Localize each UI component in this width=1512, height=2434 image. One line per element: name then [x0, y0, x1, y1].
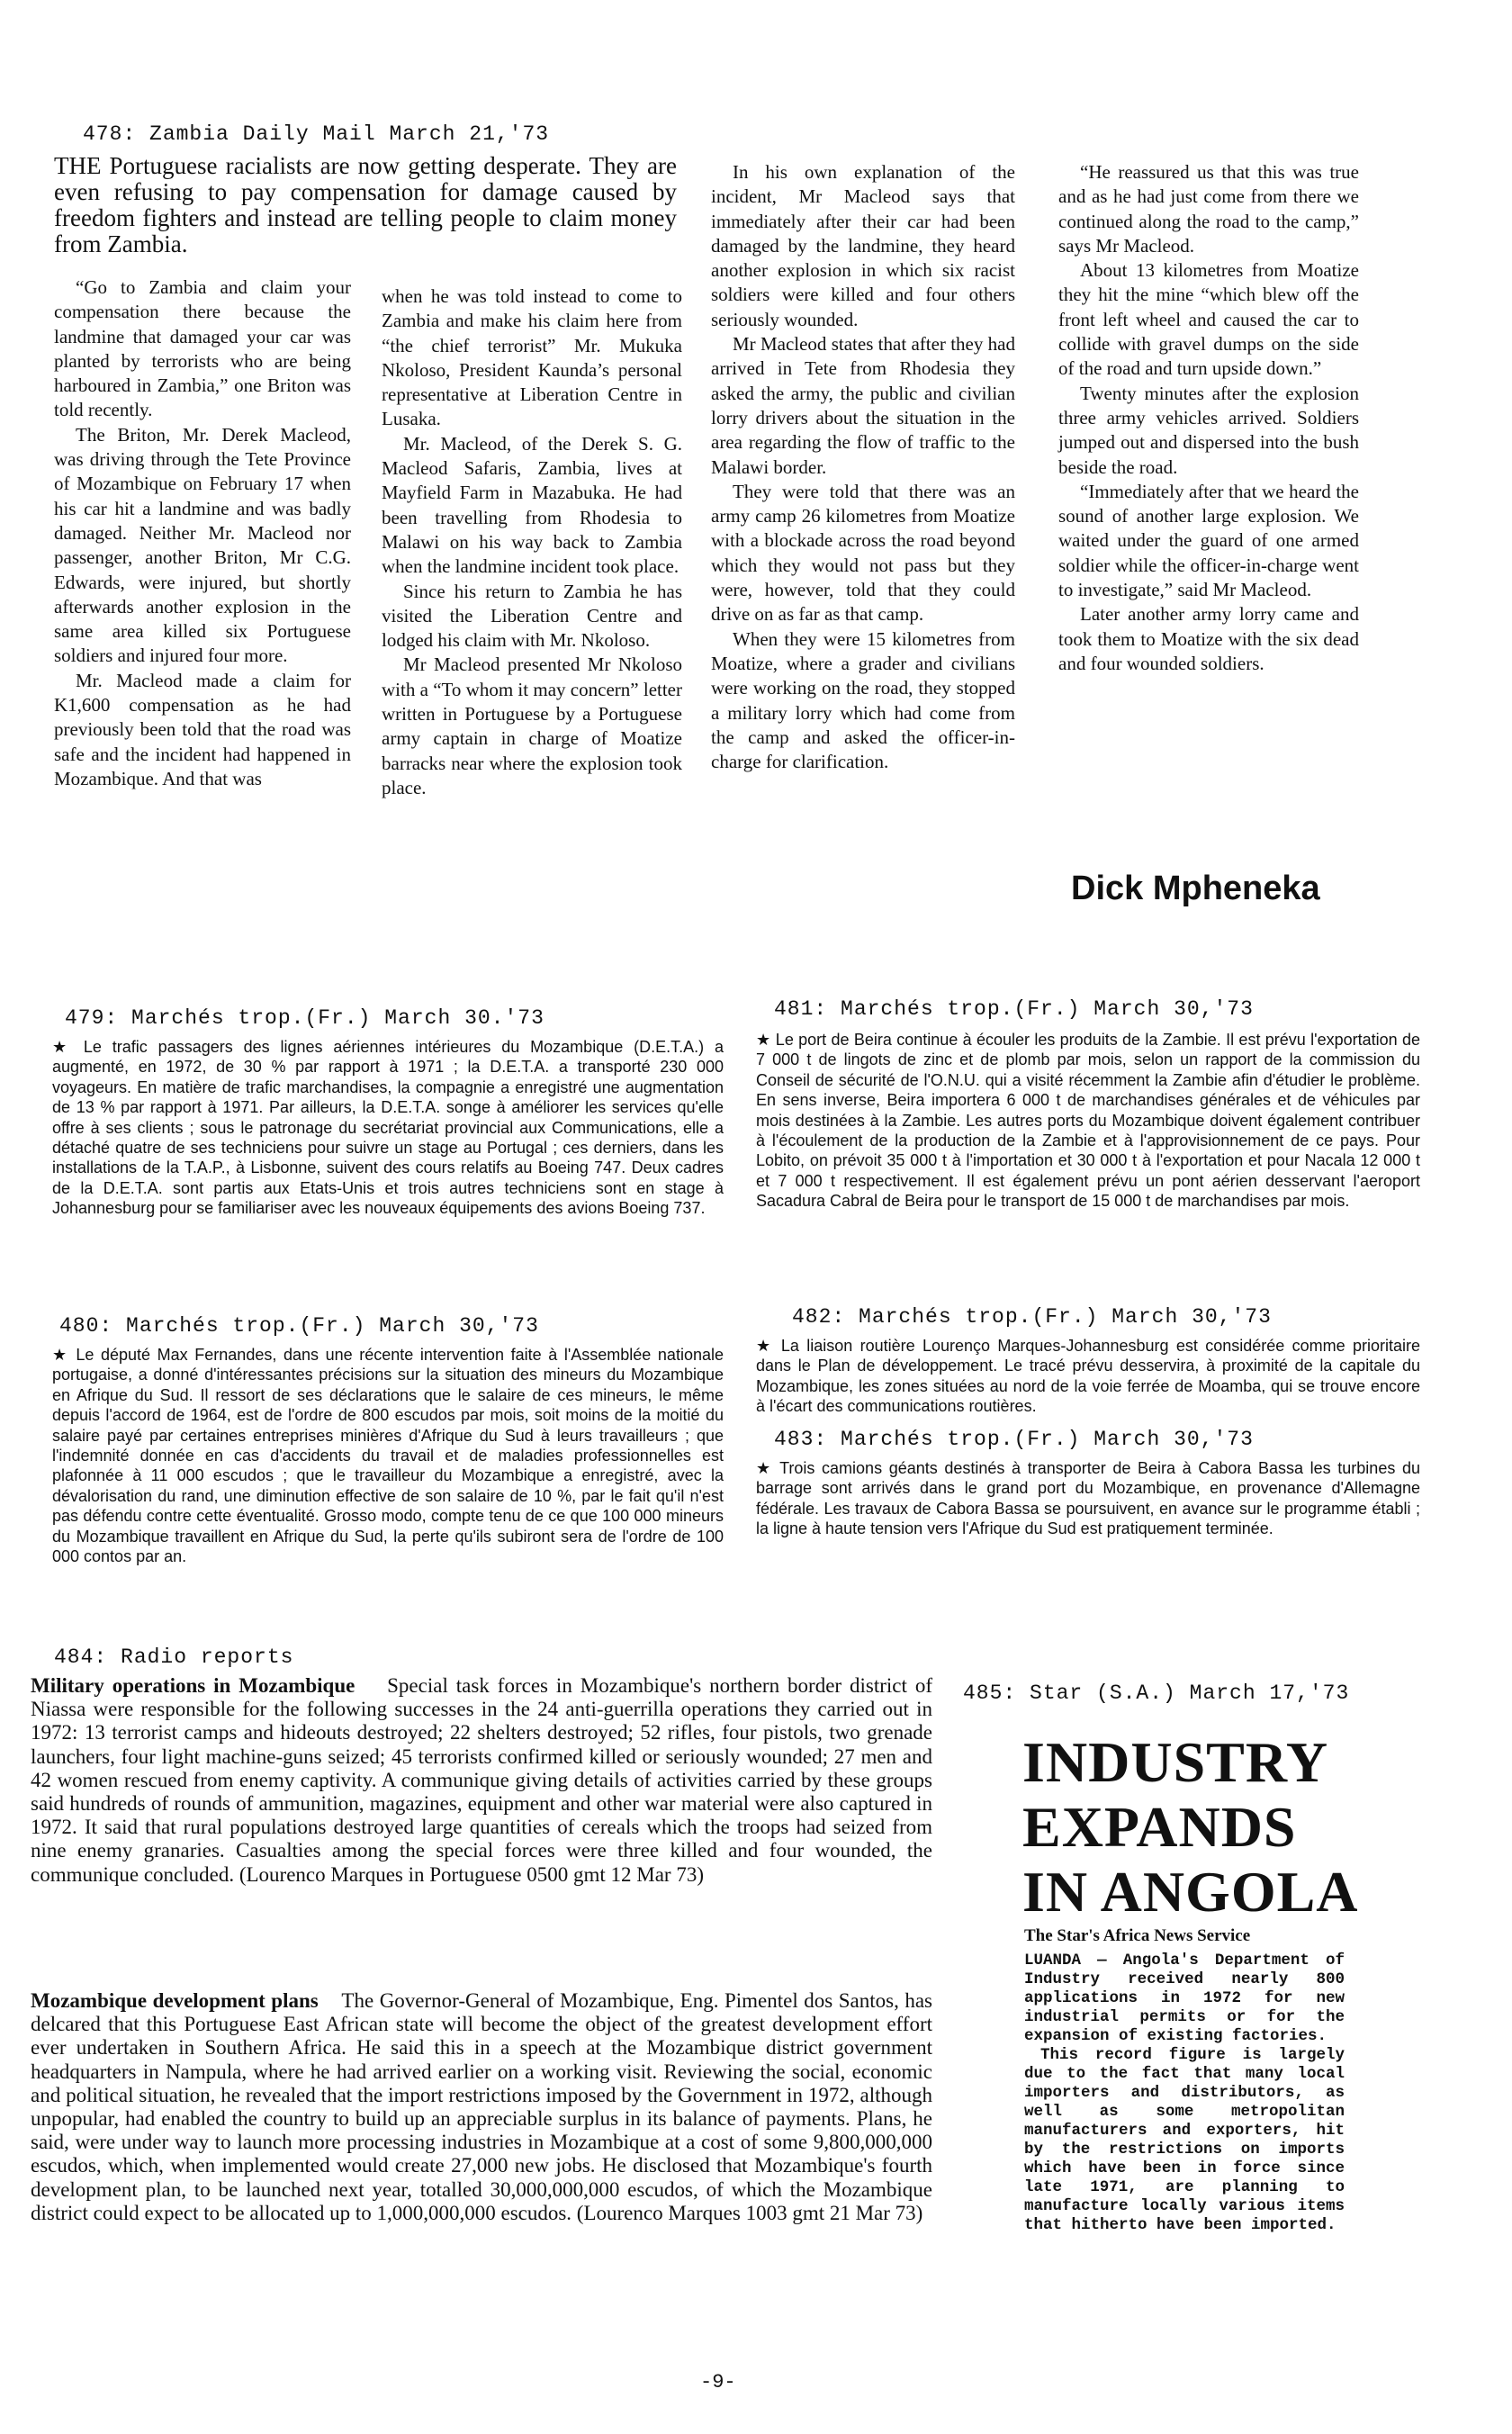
paragraph: Later another army lorry came and took them to Moatize with the six dead and four wounded soldiers. [1058, 603, 1359, 674]
paragraph: when he was told instead to come to Zambia and make his claim here from “the chief terrorist” Mr. Mukuka Nkoloso, President Kaunda’s personal representative at Liberation Centre in Lusaka. [382, 285, 682, 430]
item-484-header: 484: Radio reports [54, 1645, 294, 1669]
paragraph: Twenty minutes after the explosion three army vehicles arrived. Soldiers jumped out and dispersed into the bush beside the road. [1058, 382, 1359, 478]
item-481-header: 481: Marchés trop.(Fr.) March 30,'73 [774, 997, 1254, 1021]
item-484-paragraph-1-text: Special task forces in Mozambique's northern border district of Niassa were responsible for the following successes in the 24 anti-guerrilla operations they carried out in 1972: 13 terrorist camps and hideouts destroyed; 22 shelters destroyed; 52 rifles, four pistols, two grenade launchers, four light machine-guns seized; 45 terrorists confirmed killed or seriously wounded; 27 men and 42 women rescued from enemy captivity. A communique giving details of activities carried by these groups said hundreds of rounds of ammunition, magazines, equipment and other war material were also captured in 1972. It said that rural populations destroyed large quantities of cereals which the troops had seized from nine enemy granaries. Casualties among the special forces were three killed and four wounded, the communique concluded. (Lourenco Marques in Portuguese 0500 gmt 12 Mar 73) [31, 1674, 932, 1886]
paragraph: “Go to Zambia and claim your compensation there because the landmine that damaged your car was planted by terrorists who are being harboured in Zambia,” one Briton was told recently. [54, 276, 351, 421]
item-482-text: ★ La liaison routière Lourenço Marques-Johannesburg est considérée comme prioritaire dans le Plan de développement. Le tracé prévu desservira, à proximité de la capitale du Mozambique, les zones situées au nord de la voie ferrée de Moamba, qui se trouve encore à l'écart des communications routières. [756, 1337, 1420, 1416]
paragraph: LUANDA — Angola's Department of Industry received nearly 800 applications in 1972 for new industrial permits or for the expansion of existing factories. [1024, 1952, 1345, 2045]
headline-line: INDUSTRY [1022, 1730, 1329, 1794]
item-484-paragraph-1-title: Military operations in Mozambique [31, 1674, 356, 1697]
item-484-paragraph-2-title: Mozambique development plans [31, 1989, 319, 2012]
item-483-header: 483: Marchés trop.(Fr.) March 30,'73 [774, 1428, 1254, 1451]
item-481-text: ★ Le port de Beira continue à écouler les produits de la Zambie. Il est prévu l'exportation de 7 000 t de lingots de zinc et de plomb par mois, selon un rapport de la commission du Conseil de sécurité de l'O.N.U. qui a visité récemment la Zambie afin d'étudier le problème. En sens inverse, Beira importera 6 000 t de marchandises générales et de véhicules par mois destinées à la Zambie. Les autres ports du Mozambique doivent également contribuer à l'écoulement de la production de la Zambie et à l'approvisionnement de ce pays. Pour Lobito, on prévoit 35 000 t à l'importation et 30 000 t à l'exportation et pour Nacala 12 000 t et 7 000 t respectivement. Il est également prévu un pont aérien desservant l'aeroport Sacadura Cabral de Beira pour le transport de 15 000 t de marchandises par mois. [756, 1031, 1420, 1211]
paragraph: When they were 15 kilometres from Moatize, where a grader and civilians were working on the road, they stopped a military lorry which had come from the camp and asked the officer-in-charge for clarification. [711, 627, 1015, 773]
item-479-text: ★ Le trafic passagers des lignes aériennes intérieures du Mozambique (D.E.T.A.) a augmenté, en 1972, de 30 % par rapport à 1971 ; la D.E.T.A. a transporté 230 000 voyageurs. En matière de trafic marchandises, la compagnie a enregistré une augmentation de 13 % par rapport à 1971. Par ailleurs, la D.E.T.A. songe à améliorer les services qu'elle offre à ses clients ; sous le patronage du secrétariat provincial aux Communications, elle a détaché quatre de ses techniciens pour suivre un stage au Portugal ; ces derniers, dans les installations de la T.A.P., à Lisbonne, suivent des cours relatifs au Boeing 747. Deux cadres de la D.E.T.A. sont partis aux Etats-Unis et trois autres techniciens sont en stage à Johannesburg pour se familiariser avec les nouveaux équipements des avions Boeing 737. [52, 1038, 724, 1218]
item-483-text: ★ Trois camions géants destinés à transporter de Beira à Cabora Bassa les turbines du barrage sont arrivés dans le grand port du Mozambique, en provenance d'Allemagne fédérale. Les travaux de Cabora Bassa se poursuivent, en avance sur le programme établi ; la ligne à haute tension vers l'Afrique du Sud est pratiquement terminée. [756, 1459, 1420, 1538]
item-484-paragraph-2 [31, 1989, 932, 2225]
item-478-column-2 [382, 284, 682, 800]
paragraph: Mr. Macleod, of the Derek S. G. Macleod Safaris, Zambia, lives at Mayfield Farm in Mazabuka. He had been travelling from Rhodesia to Malawi on his way back to Zambia when the landmine incident took place. [382, 432, 682, 578]
byline: Dick Mpheneka [1071, 870, 1320, 907]
item-482-header: 482: Marchés trop.(Fr.) March 30,'73 [792, 1305, 1272, 1329]
headline-line: EXPANDS [1022, 1795, 1297, 1859]
item-480-header: 480: Marchés trop.(Fr.) March 30,'73 [59, 1314, 539, 1338]
paragraph: They were told that there was an army camp 26 kilometres from Moatize with a blockade across the road beyond which they would not pass but they were, however, told that they could drive on as far as that camp. [711, 480, 1015, 626]
item-479-header: 479: Marchés trop.(Fr.) March 30.'73 [65, 1006, 544, 1030]
paragraph: “Immediately after that we heard the sound of another large explosion. We waited under the guard of one armed soldier while the officer-in-charge went to investigate,” said Mr Macleod. [1058, 480, 1359, 601]
item-478-column-4 [1058, 160, 1359, 676]
paragraph: This record figure is largely due to the fact that many local importers and distributors, as well as some metropolitan manufacturers and exporters, hit by the restrictions on imports which have been in force since late 1971, are planning to manufacture locally various items that hitherto have been imported. [1024, 2046, 1345, 2234]
item-485-header: 485: Star (S.A.) March 17,'73 [963, 1681, 1350, 1705]
item-484-paragraph-1 [31, 1674, 932, 1887]
paragraph: About 13 kilometres from Moatize they hit the mine “which blew off the front left wheel and caused the car to collide with gravel dumps on the side of the road and turn upside down.” [1058, 259, 1359, 380]
item-478-lead: THE Portuguese racialists are now getting desperate. They are even refusing to pay compensation for damage caused by freedom fighters and instead are telling people to claim money from Zambia. [54, 152, 677, 257]
item-485-headline [1022, 1730, 1382, 1925]
item-485-body [1024, 1952, 1345, 2235]
item-478-column-1 [54, 275, 351, 791]
news-service: The Star's Africa News Service [1024, 1926, 1251, 1945]
item-484-paragraph-2-text: The Governor-General of Mozambique, Eng. Pimentel dos Santos, has delcared that this Portuguese East African state will become the object of the greatest development effort ever undertaken in Southern Africa. He said this in a speech at the Mozambique district government headquarters in Nampula, where he had arrived earlier on a working visit. Reviewing the social, economic and political situation, he revealed that the import restrictions imposed by the Government in 1972, although unpopular, had enabled the country to build up an appreciable surplus in its balance of payments. Plans, he said, were under way to launch more processing industries in Mozambique at a cost of some 9,800,000,000 escudos, which, when implemented would create 27,000 new jobs. He disclosed that Mozambique's fourth development plan, to be launched next year, totalled 30,000,000,000 escudos, of which the Mozambique district could expect to be allocated up to 1,000,000,000 escudos. (Lourenco Marques 1003 gmt 21 Mar 73) [31, 1989, 933, 2224]
item-480-text: ★ Le député Max Fernandes, dans une récente intervention faite à l'Assemblée nationale portugaise, a donné d'intéressantes précisions sur la situation des mineurs du Mozambique en Afrique du Sud. Il ressort de ses déclarations que le salaire de ces mineurs, le même depuis l'accord de 1964, est de l'ordre de 800 escudos par mois, soit moins de la moitié du salaire payé par certaines entreprises minières d'Afrique du Sud à leurs travailleurs ; que l'indemnité donnée en cas d'accidents du travail et de maladies professionnelles est plafonnée à 11 000 escudos ; que le travailleur du Mozambique a enregistré, avec la dévalorisation du rand, une diminution effective de son salaire de 10 %, par le fait qu'il n'est pas défendu contre cette éventualité. Grosso modo, compte tenu de ce que 100 000 mineurs du Mozambique travaillent en Afrique du Sud, la perte qu'ils subiront sera de l'ordre de 100 000 contos par an. [52, 1346, 724, 1566]
headline-line: IN ANGOLA [1022, 1860, 1359, 1924]
paragraph: The Briton, Mr. Derek Macleod, was driving through the Tete Province of Mozambique on February 17 when his car hit a landmine and was badly damaged. Neither Mr. Macleod nor passenger, another Briton, Mr C.G. Edwards, were injured, but shortly afterwards another explosion in the same area killed six Portuguese soldiers and injured four more. [54, 423, 351, 667]
paragraph: Mr Macleod states that after they had arrived in Tete from Rhodesia they asked the army, the public and civilian lorry drivers about the situation in the area regarding the flow of traffic to the Malawi border. [711, 333, 1015, 478]
page-number: -9- [700, 2371, 736, 2393]
item-478-header: 478: Zambia Daily Mail March 21,'73 [83, 122, 550, 146]
item-478-column-3 [711, 160, 1015, 774]
paragraph: Mr. Macleod made a claim for K1,600 compensation as he had previously been told that the road was safe and the incident had happened in Mozambique. And that was [54, 669, 351, 789]
paragraph: In his own explanation of the incident, Mr Macleod says that immediately after their car had been damaged by the landmine, they heard another explosion in which six racist soldiers were killed and four others seriously wounded. [711, 161, 1015, 330]
paragraph: Mr Macleod presented Mr Nkoloso with a “To whom it may concern” letter written in Portuguese by a Portuguese army captain in charge of Moatize barracks near where the explosion took place. [382, 654, 682, 798]
paragraph: Since his return to Zambia he has visited the Liberation Centre and lodged his claim with Mr. Nkoloso. [382, 580, 682, 652]
paragraph: “He reassured us that this was true and as he had just come from there we continued along the road to the camp,” says Mr Macleod. [1058, 161, 1359, 257]
